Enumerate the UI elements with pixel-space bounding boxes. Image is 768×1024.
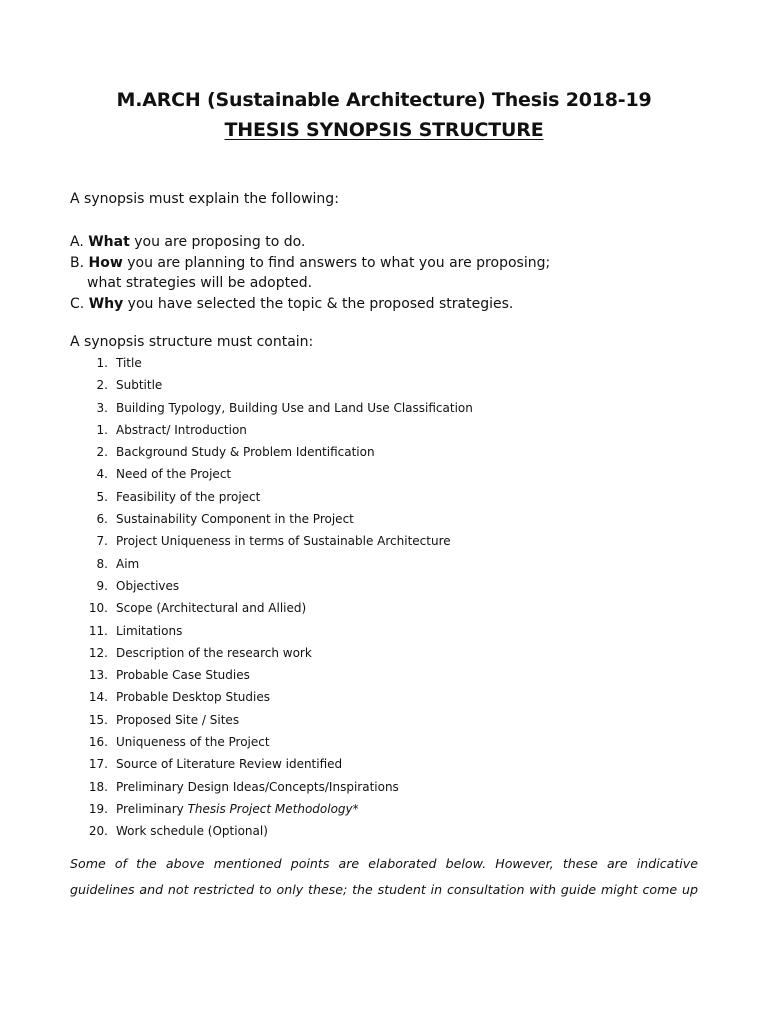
list-item: 3. Building Typology, Building Use and Land Use Classification [96, 400, 473, 415]
list-item: 1. Title [96, 356, 142, 370]
list-item: 8. Aim [96, 556, 140, 571]
list-item: 1. Abstract/ Introduction [96, 422, 247, 437]
document-subtitle: THESIS SYNOPSIS STRUCTURE [224, 119, 544, 141]
list-item: 16. Uniqueness of the Project [88, 735, 270, 750]
list-item: 15. Proposed Site / Sites [88, 712, 240, 727]
list-item: 10. Scope (Architectural and Allied) [88, 601, 307, 616]
list-item: 6. Sustainability Component in the Project [96, 512, 354, 527]
list-item: 11. Limitations [88, 623, 183, 638]
list-item: 2. Subtitle [96, 378, 163, 393]
explain-item-b: B. How you are planning to find answers to what you are proposing; [70, 254, 551, 271]
list-item: 13. Probable Case Studies [88, 668, 250, 683]
list-item: 19. Preliminary Thesis Project Methodology* [88, 801, 359, 816]
structure-list [80, 354, 473, 845]
list-item: 14. Probable Desktop Studies [88, 690, 270, 705]
contain-heading: A synopsis structure must contain: [70, 334, 314, 350]
document-title: M.ARCH (Sustainable Architecture) Thesis 2018-19 [116, 89, 652, 111]
note-line-2: guidelines and not restricted to only these; the student in consultation with guide might come up [70, 882, 698, 897]
list-item: 5. Feasibility of the project [96, 489, 261, 504]
list-item: 4. Need of the Project [96, 467, 232, 482]
list-item: 12. Description of the research work [88, 645, 312, 660]
list-item: 17. Source of Literature Review identified [88, 757, 343, 772]
note-line-1: Some of the above mentioned points are elaborated below. However, these are indicative [70, 856, 698, 871]
explain-item-c: C. Why you have selected the topic & the proposed strategies. [70, 295, 514, 312]
explain-item-a: A. What you are proposing to do. [70, 234, 306, 250]
list-item: 18. Preliminary Design Ideas/Concepts/Inspirations [88, 779, 399, 794]
explain-list [70, 232, 550, 314]
note-paragraph [70, 851, 698, 903]
list-item: 9. Objectives [96, 578, 180, 593]
list-item: 2. Background Study & Problem Identification [96, 445, 375, 460]
intro-text: A synopsis must explain the following: [70, 191, 339, 207]
explain-item-b-continued: what strategies will be adopted. [87, 275, 313, 291]
list-item: 7. Project Uniqueness in terms of Sustainable Architecture [96, 534, 451, 549]
list-item: 20. Work schedule (Optional) [88, 824, 268, 839]
